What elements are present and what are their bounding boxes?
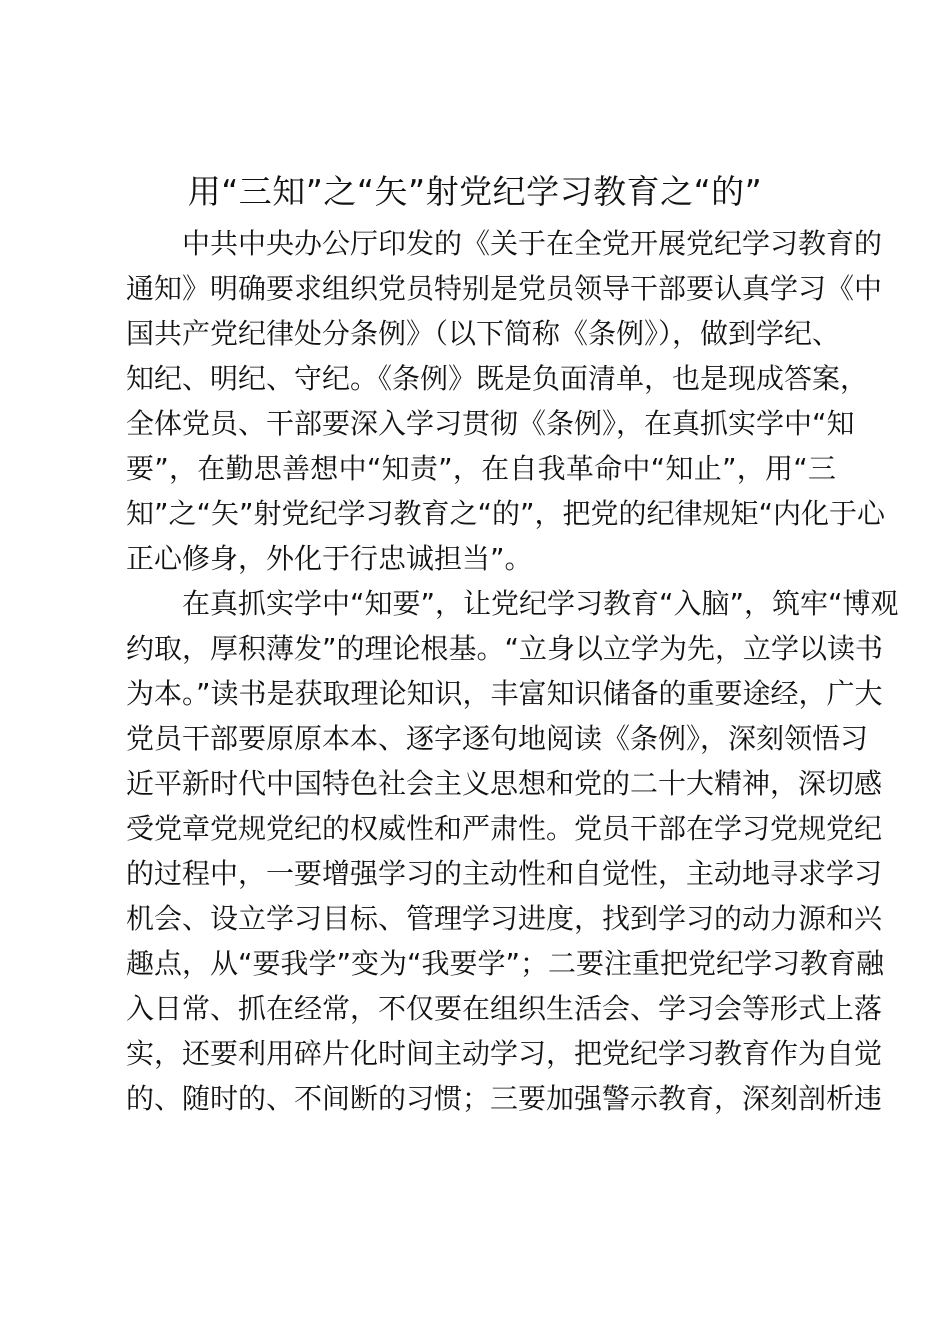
paragraph-1-line-2: 通知》明确要求组织党员特别是党员领导干部要认真学习《中: [126, 272, 883, 305]
paragraph-1-line-4: 知纪、明纪、守纪。《条例》既是负面清单，也是现成答案，: [126, 362, 869, 395]
paragraph-2-line-3: 为本。”读书是获取理论知识，丰富知识储备的重要途经，广大: [126, 677, 883, 710]
paragraph-2-line-8: 机会、设立学习目标、管理学习进度，找到学习的动力源和兴: [126, 902, 883, 935]
paragraph-1-line-7: 知”之“矢”射党纪学习教育之“的”，把党的纪律规矩“内化于心: [126, 497, 886, 530]
paragraph-2-line-4: 党员干部要原原本本、逐字逐句地阅读《条例》，深刻领悟习: [126, 722, 869, 755]
paragraph-2-line-2: 约取，厚积薄发”的理论根基。“立身以立学为先，立学以读书: [126, 632, 884, 665]
paragraph-1-line-1: 中共中央办公厅印发的《关于在全党开展党纪学习教育的: [182, 227, 883, 260]
article-title: 用“三知”之“矢”射党纪学习教育之“的”: [187, 172, 763, 211]
paragraph-2-line-11: 实，还要利用碎片化时间主动学习，把党纪学习教育作为自觉: [126, 1037, 883, 1070]
paragraph-1-line-5: 全体党员、干部要深入学习贯彻《条例》，在真抓实学中“知: [126, 407, 855, 440]
paragraph-2-line-12: 的、随时的、不间断的习惯；三要加强警示教育，深刻剖析违: [126, 1082, 883, 1115]
paragraph-1-line-6: 要”，在勤思善想中“知责”，在自我革命中“知止”，用“三: [126, 452, 836, 485]
paragraph-2-line-1: 在真抓实学中“知要”，让党纪学习教育“入脑”，筑牢“博观: [182, 587, 899, 620]
paragraph-2-line-6: 受党章党规党纪的权威性和严肃性。党员干部在学习党规党纪: [126, 812, 883, 845]
paragraph-2-line-9: 趣点，从“要我学”变为“我要学”；二要注重把党纪学习教育融: [126, 947, 885, 980]
paragraph-2-line-5: 近平新时代中国特色社会主义思想和党的二十大精神，深切感: [126, 767, 883, 800]
paragraph-1-line-8: 正心修身，外化于行忠诚担当”。: [126, 542, 533, 575]
paragraph-2-line-7: 的过程中，一要增强学习的主动性和自觉性，主动地寻求学习: [126, 857, 883, 890]
paragraph-2-line-10: 入日常、抓在经常，不仅要在组织生活会、学习会等形式上落: [126, 992, 883, 1025]
paragraph-1-line-3: 国共产党纪律处分条例》（以下简称《条例》），做到学纪、: [126, 317, 841, 350]
